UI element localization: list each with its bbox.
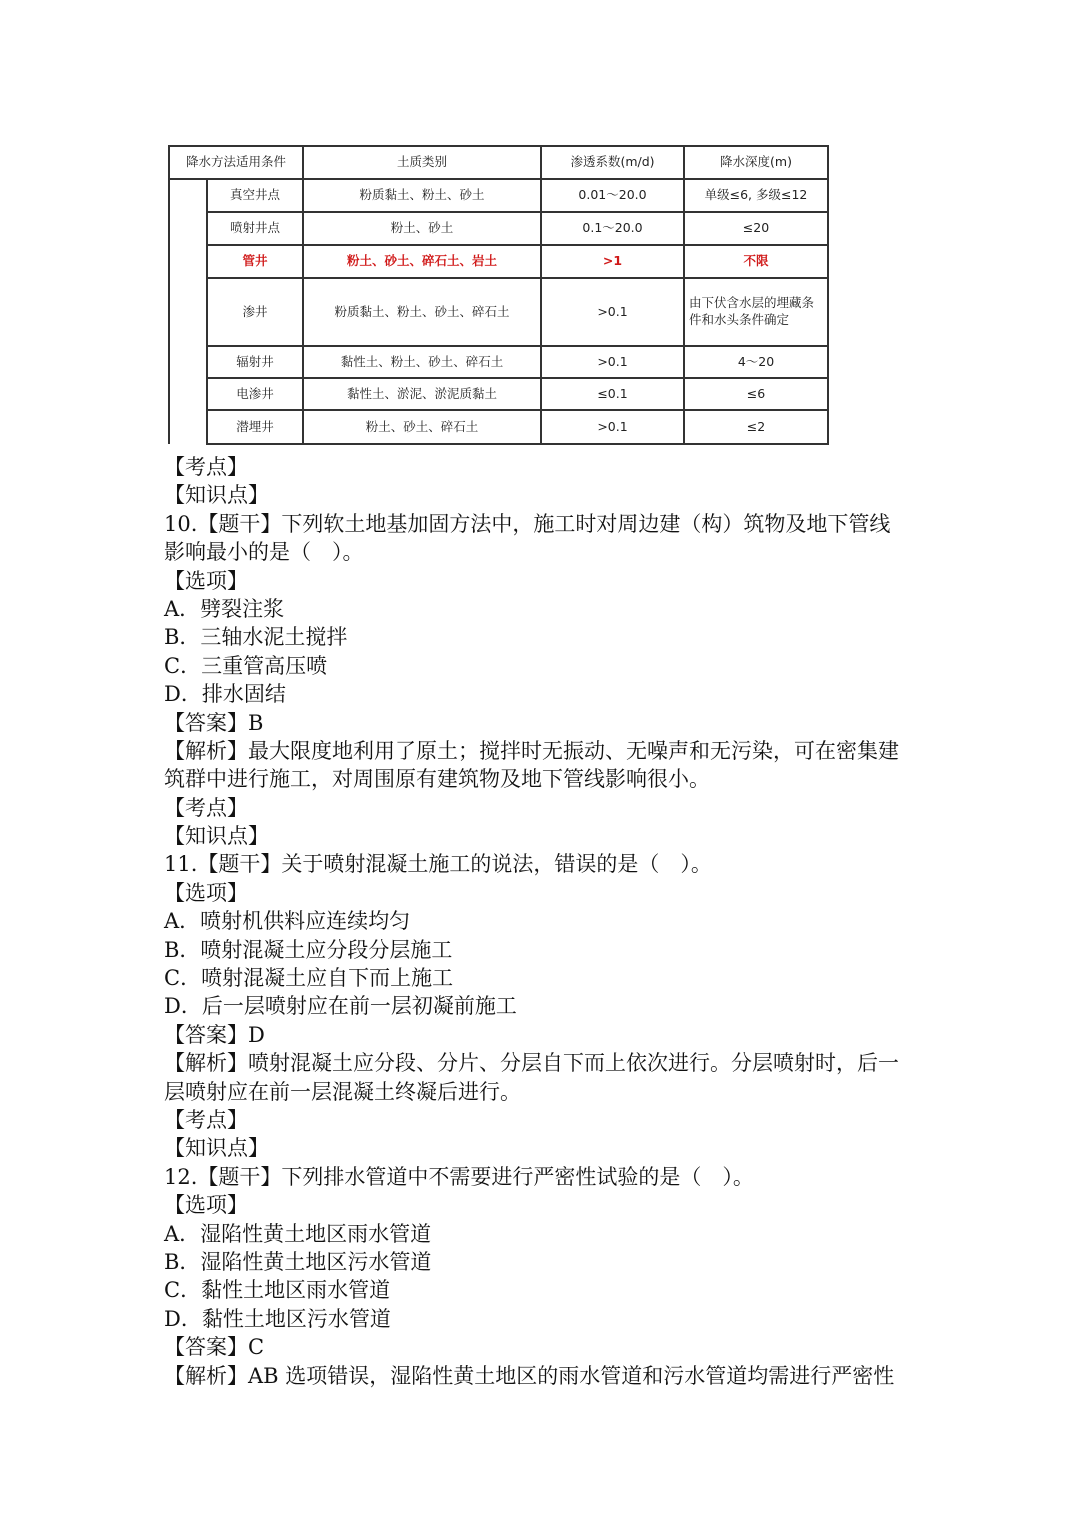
cell-soil: 粉质黏土、粉土、砂土 [303, 179, 541, 212]
header-method: 降水方法适用条件 [169, 146, 303, 179]
table-row [169, 179, 828, 212]
text-line: B．三轴水泥土搅拌 [164, 625, 348, 650]
table-row [169, 212, 828, 245]
text-line: 12.【题干】下列排水管道中不需要进行严密性试验的是（ ）。 [164, 1164, 754, 1189]
text-line: D．后一层喷射应在前一层初凝前施工 [164, 994, 517, 1019]
text-line: C．黏性土地区雨水管道 [164, 1278, 391, 1303]
header-depth: 降水深度(m) [684, 146, 828, 179]
text-line: 【答案】B [164, 710, 264, 735]
text-line: 【知识点】 [164, 824, 269, 849]
cell-method: 辐射井 [207, 346, 303, 378]
cell-soil: 黏性土、粉土、砂土、碎石土 [303, 346, 541, 378]
cell-method: 喷射井点 [207, 212, 303, 245]
cell-permeability: >0.1 [541, 278, 684, 346]
text-line: 【考点】 [164, 1107, 248, 1132]
cell-method: 电渗井 [207, 378, 303, 410]
cell-depth: ≤20 [684, 212, 828, 245]
text-line: A．劈裂注浆 [164, 596, 285, 621]
text-line: 【解析】喷射混凝土应分段、分片、分层自下而上依次进行。分层喷射时，后一 [164, 1051, 899, 1076]
cell-depth: ≤2 [684, 410, 828, 444]
cell-permeability: >0.1 [541, 346, 684, 378]
cell-soil: 黏性土、淤泥、淤泥质黏土 [303, 378, 541, 410]
cell-soil: 粉土、砂土、碎石土、岩土 [303, 245, 541, 278]
header-permeability: 渗透系数(m/d) [541, 146, 684, 179]
text-line: A．湿陷性黄土地区雨水管道 [164, 1221, 432, 1246]
cell-method: 渗井 [207, 278, 303, 346]
table-row [169, 278, 828, 346]
text-line: 11.【题干】关于喷射混凝土施工的说法，错误的是（ ）。 [164, 852, 712, 877]
category-gutter-cell [169, 179, 207, 444]
table-row [169, 378, 828, 410]
table-row [169, 245, 828, 278]
text-line: 【答案】C [164, 1335, 265, 1360]
cell-depth: 不限 [684, 245, 828, 278]
text-line: 【考点】 [164, 455, 248, 479]
text-line: 【考点】 [164, 795, 248, 820]
cell-soil: 粉土、砂土 [303, 212, 541, 245]
cell-permeability: >1 [541, 245, 684, 278]
cell-permeability: >0.1 [541, 410, 684, 444]
dewatering-method-table [168, 145, 829, 445]
text-line: D．黏性土地区污水管道 [164, 1306, 391, 1331]
cell-depth: 单级≤6, 多级≤12 [684, 179, 828, 212]
text-line: A．喷射机供料应连续均匀 [164, 909, 411, 934]
text-line: B．喷射混凝土应分段分层施工 [164, 937, 453, 962]
text-line: 【解析】最大限度地利用了原土；搅拌时无振动、无噪声和无污染，可在密集建 [164, 738, 899, 763]
table-header-row [169, 146, 828, 179]
text-line: 影响最小的是（ ）。 [164, 540, 364, 565]
text-line: 【解析】AB 选项错误，湿陷性黄土地区的雨水管道和污水管道均需进行严密性 [164, 1363, 895, 1388]
cell-method: 潜埋井 [207, 410, 303, 444]
text-line: 【知识点】 [164, 1136, 269, 1161]
text-line: 【答案】D [164, 1022, 265, 1047]
text-line: 10.【题干】下列软土地基加固方法中，施工时对周边建（构）筑物及地下管线 [164, 511, 891, 536]
cell-permeability: 0.1～20.0 [541, 212, 684, 245]
cell-depth: 4～20 [684, 346, 828, 378]
text-line: 【选项】 [164, 880, 248, 905]
cell-depth: ≤6 [684, 378, 828, 410]
table-row [169, 346, 828, 378]
cell-soil: 粉土、砂土、碎石土 [303, 410, 541, 444]
text-line: C．喷射混凝土应自下而上施工 [164, 966, 454, 991]
text-line: 【选项】 [164, 568, 248, 593]
text-line: 筑群中进行施工，对周围原有建筑物及地下管线影响很小。 [164, 767, 710, 792]
header-soil: 土质类别 [303, 146, 541, 179]
dewatering-table-container [168, 145, 829, 445]
cell-method: 管井 [207, 245, 303, 278]
cell-permeability: 0.01～20.0 [541, 179, 684, 212]
text-line: 【知识点】 [164, 483, 269, 508]
text-line: D．排水固结 [164, 682, 286, 707]
text-line: B．湿陷性黄土地区污水管道 [164, 1249, 432, 1274]
text-line: 层喷射应在前一层混凝土终凝后进行。 [164, 1079, 521, 1104]
cell-method: 真空井点 [207, 179, 303, 212]
text-line: C．三重管高压喷 [164, 653, 328, 678]
cell-soil: 粉质黏土、粉土、砂土、碎石土 [303, 278, 541, 346]
cell-depth: 由下伏含水层的埋藏条件和水头条件确定 [684, 278, 828, 346]
question-text-body [164, 453, 924, 1390]
cell-permeability: ≤0.1 [541, 378, 684, 410]
text-line: 【选项】 [164, 1193, 248, 1218]
table-row [169, 410, 828, 444]
